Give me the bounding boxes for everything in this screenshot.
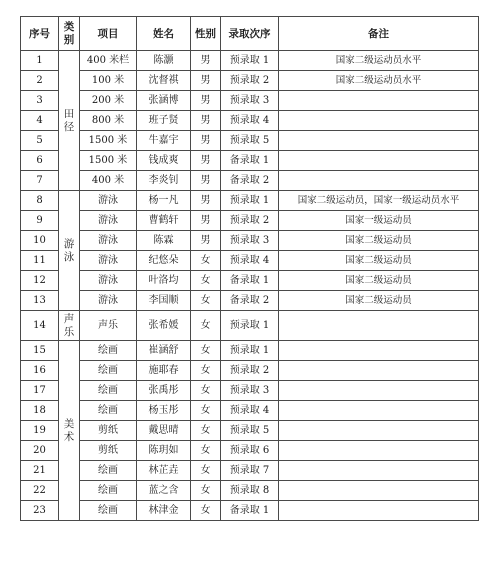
cell-remark: 国家二级运动员 [279, 291, 479, 311]
cell-remark [279, 461, 479, 481]
cell-item: 绘画 [80, 501, 137, 521]
cell-gender: 男 [191, 111, 221, 131]
table-row [21, 501, 479, 521]
cell-remark: 国家二级运动员 [279, 271, 479, 291]
cell-gender: 女 [191, 421, 221, 441]
cell-name: 张禹彤 [137, 381, 191, 401]
cell-order: 预录取 3 [221, 231, 279, 251]
cell-order: 备录取 2 [221, 291, 279, 311]
cell-remark [279, 91, 479, 111]
category-art: 美术 [59, 341, 80, 521]
cell-gender: 男 [191, 171, 221, 191]
cell-remark: 国家一级运动员 [279, 211, 479, 231]
cell-item: 800 米 [80, 111, 137, 131]
cell-gender: 男 [191, 91, 221, 111]
header-remark: 备注 [279, 17, 479, 51]
table-row [21, 361, 479, 381]
header-gender: 性别 [191, 17, 221, 51]
cell-no: 20 [21, 441, 59, 461]
cell-name: 牛嘉宇 [137, 131, 191, 151]
header-name: 姓名 [137, 17, 191, 51]
cell-item: 声乐 [80, 311, 137, 341]
cell-no: 15 [21, 341, 59, 361]
cell-name: 陈玥如 [137, 441, 191, 461]
cell-remark [279, 441, 479, 461]
cell-item: 游泳 [80, 271, 137, 291]
cell-no: 3 [21, 91, 59, 111]
table-row [21, 441, 479, 461]
cell-order: 预录取 5 [221, 131, 279, 151]
cell-order: 预录取 4 [221, 111, 279, 131]
cell-gender: 女 [191, 361, 221, 381]
cell-order: 预录取 3 [221, 381, 279, 401]
cell-name: 钱成爽 [137, 151, 191, 171]
cell-gender: 女 [191, 401, 221, 421]
cell-remark [279, 311, 479, 341]
cell-name: 叶洛均 [137, 271, 191, 291]
cell-order: 预录取 6 [221, 441, 279, 461]
cell-no: 17 [21, 381, 59, 401]
cell-item: 游泳 [80, 251, 137, 271]
cell-gender: 男 [191, 231, 221, 251]
cell-name: 杨一凡 [137, 191, 191, 211]
cell-name: 纪悠朵 [137, 251, 191, 271]
cell-item: 游泳 [80, 291, 137, 311]
cell-name: 杨玉彤 [137, 401, 191, 421]
cell-item: 游泳 [80, 191, 137, 211]
cell-item: 绘画 [80, 381, 137, 401]
cell-remark [279, 111, 479, 131]
cell-order: 预录取 2 [221, 361, 279, 381]
cell-item: 绘画 [80, 481, 137, 501]
cell-order: 预录取 8 [221, 481, 279, 501]
table-row [21, 341, 479, 361]
table-row [21, 211, 479, 231]
cell-remark [279, 341, 479, 361]
admission-table [20, 16, 479, 521]
table-row [21, 311, 479, 341]
cell-order: 预录取 1 [221, 51, 279, 71]
cell-remark [279, 421, 479, 441]
cell-no: 18 [21, 401, 59, 421]
cell-remark [279, 361, 479, 381]
cell-name: 李国顺 [137, 291, 191, 311]
header-row [21, 17, 479, 51]
cell-order: 预录取 1 [221, 191, 279, 211]
cell-order: 预录取 2 [221, 211, 279, 231]
cell-gender: 男 [191, 71, 221, 91]
table-row [21, 131, 479, 151]
cell-remark [279, 131, 479, 151]
cell-no: 19 [21, 421, 59, 441]
cell-gender: 男 [191, 211, 221, 231]
cell-gender: 女 [191, 461, 221, 481]
table-row [21, 171, 479, 191]
cell-no: 11 [21, 251, 59, 271]
table-row [21, 481, 479, 501]
header-no: 序号 [21, 17, 59, 51]
cell-gender: 男 [191, 51, 221, 71]
table-row [21, 231, 479, 251]
cell-remark [279, 381, 479, 401]
table-row [21, 461, 479, 481]
category-track: 田径 [59, 51, 80, 191]
table-row [21, 51, 479, 71]
cell-no: 13 [21, 291, 59, 311]
cell-name: 李炎钊 [137, 171, 191, 191]
cell-item: 1500 米 [80, 151, 137, 171]
cell-name: 蓝之含 [137, 481, 191, 501]
cell-order: 预录取 3 [221, 91, 279, 111]
cell-order: 预录取 1 [221, 311, 279, 341]
table-row [21, 71, 479, 91]
cell-no: 10 [21, 231, 59, 251]
cell-item: 400 米 [80, 171, 137, 191]
cell-no: 2 [21, 71, 59, 91]
header-item: 项目 [80, 17, 137, 51]
cell-gender: 女 [191, 291, 221, 311]
table-row [21, 421, 479, 441]
cell-remark: 国家二级运动员 [279, 231, 479, 251]
cell-order: 备录取 1 [221, 151, 279, 171]
cell-no: 1 [21, 51, 59, 71]
cell-gender: 女 [191, 501, 221, 521]
cell-order: 备录取 1 [221, 501, 279, 521]
cell-remark: 国家二级运动员水平 [279, 51, 479, 71]
cell-remark: 国家二级运动员 [279, 251, 479, 271]
cell-gender: 女 [191, 381, 221, 401]
table-row [21, 151, 479, 171]
cell-item: 200 米 [80, 91, 137, 111]
table-row [21, 291, 479, 311]
cell-item: 400 米栏 [80, 51, 137, 71]
cell-gender: 男 [191, 191, 221, 211]
cell-name: 陈霖 [137, 231, 191, 251]
cell-no: 12 [21, 271, 59, 291]
cell-gender: 女 [191, 311, 221, 341]
table-row [21, 271, 479, 291]
cell-remark: 国家二级运动员水平 [279, 71, 479, 91]
cell-order: 预录取 2 [221, 71, 279, 91]
cell-gender: 女 [191, 251, 221, 271]
cell-name: 曹鹤轩 [137, 211, 191, 231]
cell-name: 施耶春 [137, 361, 191, 381]
cell-item: 剪纸 [80, 441, 137, 461]
cell-no: 9 [21, 211, 59, 231]
cell-remark: 国家二级运动员，国家一级运动员水平 [279, 191, 479, 211]
cell-name: 林芷垚 [137, 461, 191, 481]
cell-gender: 男 [191, 131, 221, 151]
cell-no: 7 [21, 171, 59, 191]
category-swim: 游泳 [59, 191, 80, 311]
header-category: 类别 [59, 17, 80, 51]
cell-gender: 男 [191, 151, 221, 171]
cell-gender: 女 [191, 481, 221, 501]
cell-order: 预录取 7 [221, 461, 279, 481]
cell-name: 崔涵舒 [137, 341, 191, 361]
cell-item: 剪纸 [80, 421, 137, 441]
header-order: 录取次序 [221, 17, 279, 51]
cell-order: 备录取 1 [221, 271, 279, 291]
cell-name: 张希媛 [137, 311, 191, 341]
cell-name: 沈督祺 [137, 71, 191, 91]
table-row [21, 191, 479, 211]
cell-order: 备录取 2 [221, 171, 279, 191]
cell-item: 100 米 [80, 71, 137, 91]
cell-name: 班子贤 [137, 111, 191, 131]
table-row [21, 381, 479, 401]
cell-name: 张涵博 [137, 91, 191, 111]
admission-list [20, 16, 479, 521]
cell-no: 22 [21, 481, 59, 501]
cell-item: 游泳 [80, 211, 137, 231]
cell-no: 23 [21, 501, 59, 521]
cell-gender: 女 [191, 441, 221, 461]
table-row [21, 91, 479, 111]
cell-no: 5 [21, 131, 59, 151]
category-vocal: 声乐 [59, 311, 80, 341]
cell-no: 21 [21, 461, 59, 481]
cell-no: 16 [21, 361, 59, 381]
cell-no: 4 [21, 111, 59, 131]
cell-no: 14 [21, 311, 59, 341]
cell-no: 8 [21, 191, 59, 211]
cell-gender: 女 [191, 271, 221, 291]
cell-remark [279, 151, 479, 171]
cell-item: 绘画 [80, 461, 137, 481]
cell-name: 戴思晴 [137, 421, 191, 441]
cell-order: 预录取 4 [221, 401, 279, 421]
cell-gender: 女 [191, 341, 221, 361]
cell-item: 绘画 [80, 401, 137, 421]
table-row [21, 401, 479, 421]
cell-remark [279, 501, 479, 521]
table-row [21, 111, 479, 131]
cell-item: 绘画 [80, 341, 137, 361]
cell-remark [279, 481, 479, 501]
table-row [21, 251, 479, 271]
cell-item: 1500 米 [80, 131, 137, 151]
cell-order: 预录取 4 [221, 251, 279, 271]
cell-remark [279, 401, 479, 421]
cell-no: 6 [21, 151, 59, 171]
cell-order: 预录取 1 [221, 341, 279, 361]
cell-item: 游泳 [80, 231, 137, 251]
cell-item: 绘画 [80, 361, 137, 381]
cell-order: 预录取 5 [221, 421, 279, 441]
cell-name: 林津金 [137, 501, 191, 521]
cell-remark [279, 171, 479, 191]
cell-name: 陈灏 [137, 51, 191, 71]
